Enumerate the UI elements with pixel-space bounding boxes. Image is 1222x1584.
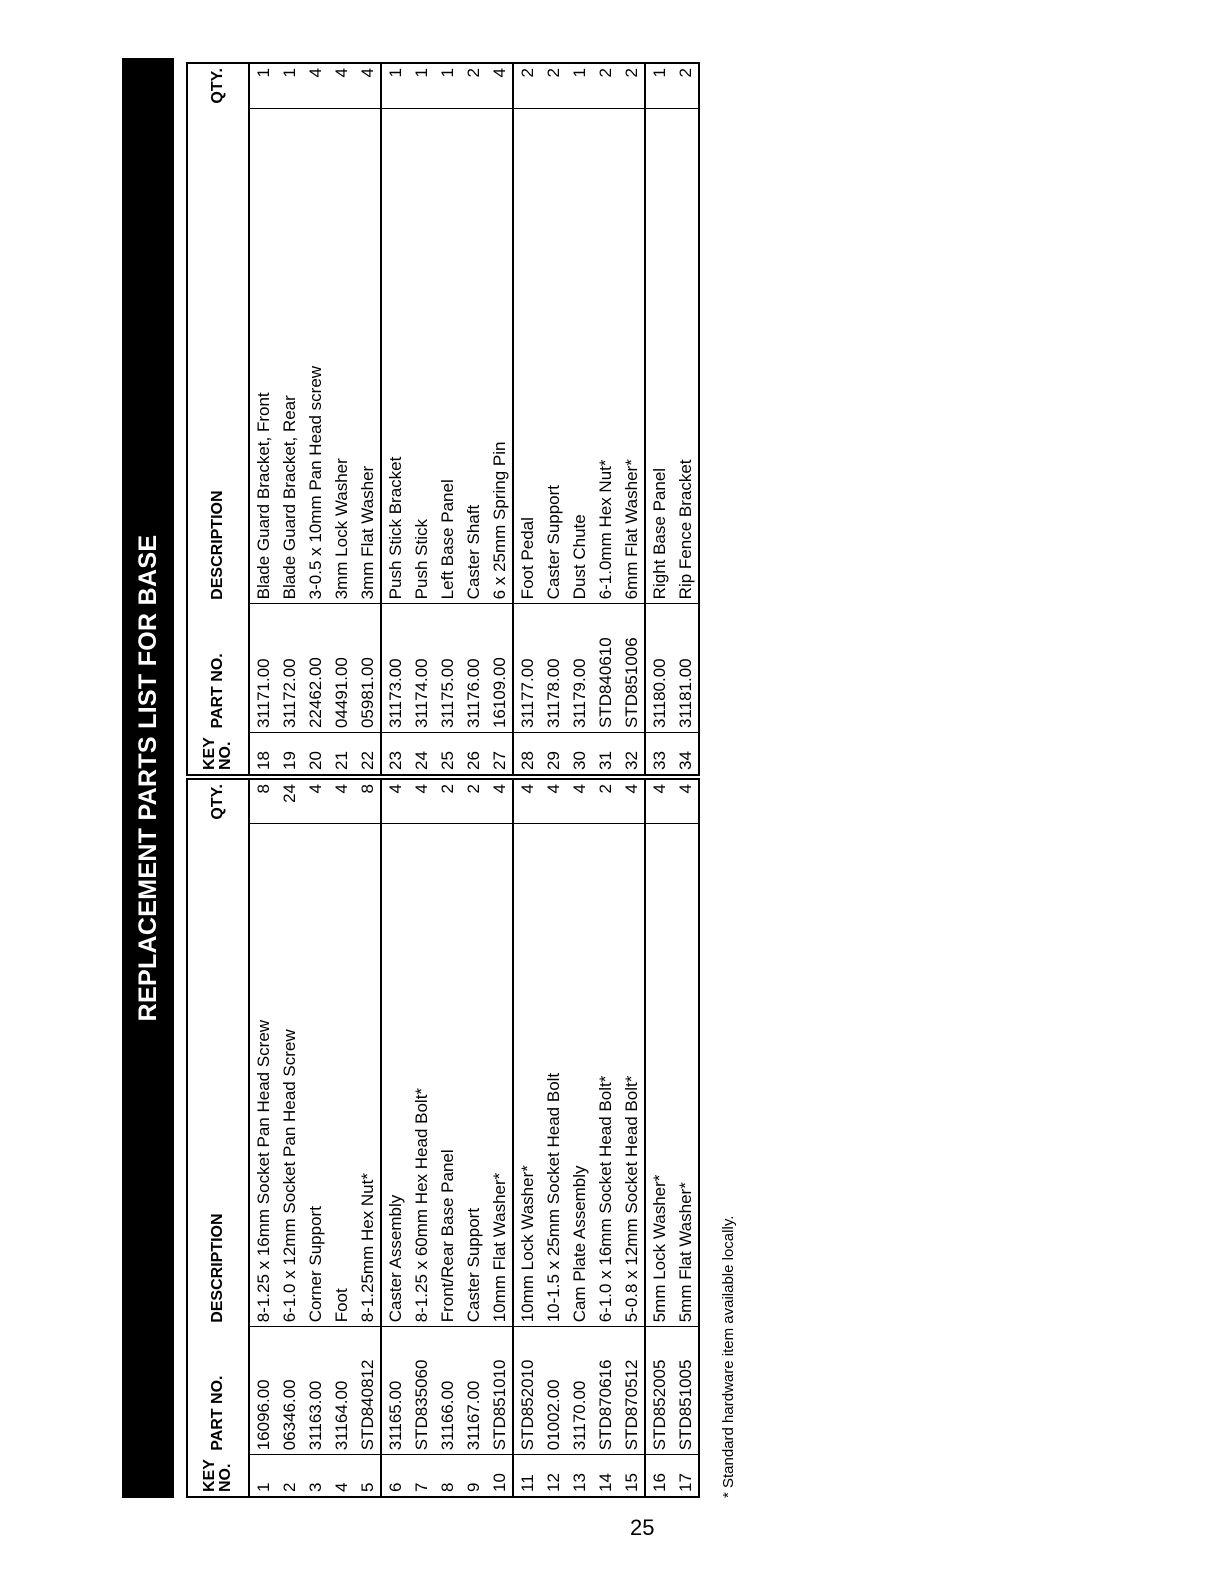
part-no-cell: STD870616 bbox=[592, 1327, 618, 1455]
qty-cell: 4 bbox=[381, 779, 408, 824]
qty-cell: 4 bbox=[566, 779, 592, 824]
qty-cell: 24 bbox=[276, 779, 302, 824]
description-cell: 10mm Flat Washer* bbox=[486, 824, 513, 1327]
key-no-cell: 9 bbox=[463, 1482, 483, 1492]
part-no-cell: STD835060 bbox=[408, 1327, 434, 1455]
qty-cell: 8 bbox=[354, 779, 381, 824]
part-no-cell: 31172.00 bbox=[276, 604, 302, 733]
key-no-cell: 5 bbox=[354, 1455, 381, 1497]
qty-cell: 2 bbox=[672, 63, 699, 108]
qty-cell: 4 bbox=[302, 63, 328, 108]
description-cell: 6 x 25mm Spring Pin bbox=[486, 108, 513, 604]
description-cell: 5-0.8 x 12mm Socket Head Bolt* bbox=[618, 824, 645, 1327]
qty-cell: 4 bbox=[486, 779, 513, 824]
key-no-cell: 29 bbox=[543, 751, 563, 770]
page-number: 25 bbox=[630, 1515, 655, 1540]
qty-cell: 1 bbox=[381, 63, 408, 108]
qty-cell: 1 bbox=[566, 63, 592, 108]
table-row bbox=[486, 63, 513, 775]
table-row bbox=[460, 63, 486, 775]
description-cell: Foot bbox=[328, 824, 354, 1327]
table-row bbox=[354, 779, 381, 1497]
part-no-cell: 31178.00 bbox=[540, 604, 566, 733]
table-row bbox=[434, 63, 460, 775]
qty-cell: 4 bbox=[408, 779, 434, 824]
qty-cell: 4 bbox=[672, 779, 699, 824]
description-cell: Dust Chute bbox=[566, 108, 592, 604]
description-cell: 5mm Lock Washer* bbox=[645, 824, 672, 1327]
key-no-cell: 27 bbox=[486, 733, 513, 775]
key-no-cell: 4 bbox=[331, 1482, 351, 1492]
table-row bbox=[540, 63, 566, 775]
key-no-cell: 22 bbox=[354, 733, 381, 775]
key-no-cell: 32 bbox=[618, 733, 645, 775]
table-row bbox=[328, 779, 354, 1497]
key-no-cell: 11 bbox=[517, 1474, 537, 1492]
part-no-cell: 31177.00 bbox=[513, 604, 540, 733]
part-no-cell: 31167.00 bbox=[460, 1327, 486, 1455]
qty-cell: 4 bbox=[645, 779, 672, 824]
footnote: * Standard hardware item available locally. bbox=[720, 1215, 737, 1498]
key-no-cell: 6 bbox=[385, 1482, 405, 1492]
qty-cell: 1 bbox=[434, 63, 460, 108]
table-row bbox=[592, 779, 618, 1497]
description-cell: Left Base Panel bbox=[434, 108, 460, 604]
description-cell: Push Stick Bracket bbox=[381, 108, 408, 604]
table-row bbox=[566, 779, 592, 1497]
description-cell: Caster Support bbox=[460, 824, 486, 1327]
part-no-cell: 31171.00 bbox=[249, 604, 276, 733]
description-cell: Rip Fence Bracket bbox=[672, 108, 699, 604]
description-cell: Cam Plate Assembly bbox=[566, 824, 592, 1327]
part-no-cell: 31180.00 bbox=[645, 604, 672, 733]
part-no-cell: STD840812 bbox=[354, 1327, 381, 1455]
key-no-header: KEY NO. bbox=[201, 737, 234, 770]
description-cell: 6mm Flat Washer* bbox=[618, 108, 645, 604]
parts-rows-right bbox=[249, 63, 699, 775]
part-no-cell: 31173.00 bbox=[381, 604, 408, 733]
table-row bbox=[618, 779, 645, 1497]
key-no-cell: 13 bbox=[569, 1473, 589, 1492]
key-no-cell: 16 bbox=[649, 1473, 669, 1492]
table-row bbox=[513, 779, 540, 1497]
description-header: DESCRIPTION bbox=[209, 1213, 226, 1323]
part-no-cell: 31164.00 bbox=[328, 1327, 354, 1455]
key-no-cell: 7 bbox=[411, 1482, 431, 1492]
parts-table-left bbox=[186, 778, 700, 1498]
description-cell: Caster Assembly bbox=[381, 824, 408, 1327]
table-row bbox=[645, 779, 672, 1497]
qty-cell: 2 bbox=[460, 779, 486, 824]
qty-cell: 4 bbox=[328, 779, 354, 824]
table-row bbox=[354, 63, 381, 775]
key-no-cell: 23 bbox=[385, 751, 405, 770]
description-cell: Foot Pedal bbox=[513, 108, 540, 604]
qty-cell: 4 bbox=[618, 779, 645, 824]
qty-cell: 2 bbox=[460, 63, 486, 108]
part-no-cell: 31166.00 bbox=[434, 1327, 460, 1455]
part-no-cell: 31176.00 bbox=[460, 604, 486, 733]
description-cell: 8-1.25 x 16mm Socket Pan Head Screw bbox=[249, 824, 276, 1327]
key-no-cell: 26 bbox=[463, 751, 483, 770]
description-cell: Front/Rear Base Panel bbox=[434, 824, 460, 1327]
table-row bbox=[408, 779, 434, 1497]
table-row bbox=[302, 63, 328, 775]
key-no-cell: 17 bbox=[675, 1473, 695, 1492]
qty-cell: 2 bbox=[540, 63, 566, 108]
table-row bbox=[618, 63, 645, 775]
part-no-cell: STD851010 bbox=[486, 1327, 513, 1455]
part-no-cell: 31163.00 bbox=[302, 1327, 328, 1455]
description-cell: 3-0.5 x 10mm Pan Head screw bbox=[302, 108, 328, 604]
key-no-cell: 3 bbox=[305, 1482, 325, 1492]
qty-cell: 4 bbox=[354, 63, 381, 108]
key-no-cell: 18 bbox=[253, 751, 273, 770]
page-title: REPLACEMENT PARTS LIST FOR BASE bbox=[122, 58, 174, 1498]
qty-cell: 4 bbox=[302, 779, 328, 824]
description-cell: Blade Guard Bracket, Rear bbox=[276, 108, 302, 604]
table-row bbox=[328, 63, 354, 775]
part-no-cell: 22462.00 bbox=[302, 604, 328, 733]
part-no-cell: 05981.00 bbox=[354, 604, 381, 733]
table-row bbox=[460, 779, 486, 1497]
part-no-cell: 31170.00 bbox=[566, 1327, 592, 1455]
key-no-cell: 25 bbox=[437, 751, 457, 770]
key-no-cell: 8 bbox=[437, 1482, 457, 1492]
description-cell: Blade Guard Bracket, Front bbox=[249, 108, 276, 604]
description-cell: Caster Shaft bbox=[460, 108, 486, 604]
key-no-cell: 34 bbox=[675, 751, 695, 770]
qty-cell: 2 bbox=[592, 779, 618, 824]
key-no-cell: 20 bbox=[305, 751, 325, 770]
key-no-cell: 2 bbox=[279, 1482, 299, 1492]
qty-cell: 8 bbox=[249, 779, 276, 824]
key-no-cell: 15 bbox=[618, 1455, 645, 1497]
description-cell: 5mm Flat Washer* bbox=[672, 824, 699, 1327]
key-no-cell: 30 bbox=[569, 751, 589, 770]
part-no-cell: STD852005 bbox=[645, 1327, 672, 1455]
table-row bbox=[566, 63, 592, 775]
description-cell: 6-1.0 x 16mm Socket Head Bolt* bbox=[592, 824, 618, 1327]
part-no-cell: STD852010 bbox=[513, 1327, 540, 1455]
qty-cell: 4 bbox=[540, 779, 566, 824]
table-row bbox=[302, 779, 328, 1497]
table-header bbox=[187, 63, 249, 775]
part-no-cell: 31181.00 bbox=[672, 604, 699, 733]
key-no-cell: 28 bbox=[517, 751, 537, 770]
table-row bbox=[645, 63, 672, 775]
qty-header: QTY. bbox=[209, 68, 226, 104]
description-cell: Push Stick bbox=[408, 108, 434, 604]
description-cell: 8-1.25 x 60mm Hex Head Bolt* bbox=[408, 824, 434, 1327]
table-header bbox=[187, 779, 249, 1497]
table-row bbox=[540, 779, 566, 1497]
part-no-header: PART NO. bbox=[209, 1375, 226, 1451]
table-row bbox=[408, 63, 434, 775]
part-no-cell: 04491.00 bbox=[328, 604, 354, 733]
table-row bbox=[249, 63, 276, 775]
part-no-cell: 31174.00 bbox=[408, 604, 434, 733]
part-no-cell: STD840610 bbox=[592, 604, 618, 733]
part-no-cell: 06346.00 bbox=[276, 1327, 302, 1455]
part-no-header: PART NO. bbox=[209, 653, 226, 729]
table-row bbox=[249, 779, 276, 1497]
description-cell: Corner Support bbox=[302, 824, 328, 1327]
part-no-cell: 16096.00 bbox=[249, 1327, 276, 1455]
qty-header: QTY. bbox=[209, 784, 226, 820]
key-no-header: KEY NO. bbox=[201, 1459, 234, 1492]
part-no-cell: STD851005 bbox=[672, 1327, 699, 1455]
parts-rows-left bbox=[249, 779, 699, 1497]
key-no-cell: 31 bbox=[595, 751, 615, 770]
part-no-cell: 31175.00 bbox=[434, 604, 460, 733]
qty-cell: 1 bbox=[645, 63, 672, 108]
key-no-cell: 14 bbox=[595, 1473, 615, 1492]
table-row bbox=[276, 63, 302, 775]
part-no-cell: 31165.00 bbox=[381, 1327, 408, 1455]
qty-cell: 4 bbox=[328, 63, 354, 108]
part-no-cell: 16109.00 bbox=[486, 604, 513, 733]
part-no-cell: 01002.00 bbox=[540, 1327, 566, 1455]
table-row bbox=[434, 779, 460, 1497]
qty-cell: 4 bbox=[486, 63, 513, 108]
description-cell: 10mm Lock Washer* bbox=[513, 824, 540, 1327]
qty-cell: 4 bbox=[513, 779, 540, 824]
description-cell: 10-1.5 x 25mm Socket Head Bolt bbox=[540, 824, 566, 1327]
table-row bbox=[381, 63, 408, 775]
key-no-cell: 24 bbox=[411, 751, 431, 770]
description-cell: 8-1.25mm Hex Nut* bbox=[354, 824, 381, 1327]
qty-cell: 1 bbox=[408, 63, 434, 108]
description-cell: 6-1.0mm Hex Nut* bbox=[592, 108, 618, 604]
part-no-cell: 31179.00 bbox=[566, 604, 592, 733]
table-row bbox=[672, 779, 699, 1497]
table-row bbox=[513, 63, 540, 775]
table-row bbox=[592, 63, 618, 775]
qty-cell: 2 bbox=[513, 63, 540, 108]
table-row bbox=[381, 779, 408, 1497]
description-cell: 3mm Flat Washer bbox=[354, 108, 381, 604]
qty-cell: 2 bbox=[592, 63, 618, 108]
table-row bbox=[276, 779, 302, 1497]
part-no-cell: STD870512 bbox=[618, 1327, 645, 1455]
table-row bbox=[486, 779, 513, 1497]
key-no-cell: 33 bbox=[649, 751, 669, 770]
description-cell: Caster Support bbox=[540, 108, 566, 604]
key-no-cell: 21 bbox=[331, 751, 351, 770]
qty-cell: 1 bbox=[249, 63, 276, 108]
qty-cell: 2 bbox=[618, 63, 645, 108]
description-cell: Right Base Panel bbox=[645, 108, 672, 604]
description-cell: 6-1.0 x 12mm Socket Pan Head Screw bbox=[276, 824, 302, 1327]
parts-table-right bbox=[186, 62, 700, 776]
qty-cell: 1 bbox=[276, 63, 302, 108]
description-cell: 3mm Lock Washer bbox=[328, 108, 354, 604]
key-no-cell: 1 bbox=[253, 1482, 273, 1492]
qty-cell: 2 bbox=[434, 779, 460, 824]
key-no-cell: 19 bbox=[279, 751, 299, 770]
key-no-cell: 12 bbox=[543, 1473, 563, 1492]
description-header: DESCRIPTION bbox=[209, 490, 226, 600]
table-row bbox=[672, 63, 699, 775]
part-no-cell: STD851006 bbox=[618, 604, 645, 733]
key-no-cell: 10 bbox=[486, 1455, 513, 1497]
